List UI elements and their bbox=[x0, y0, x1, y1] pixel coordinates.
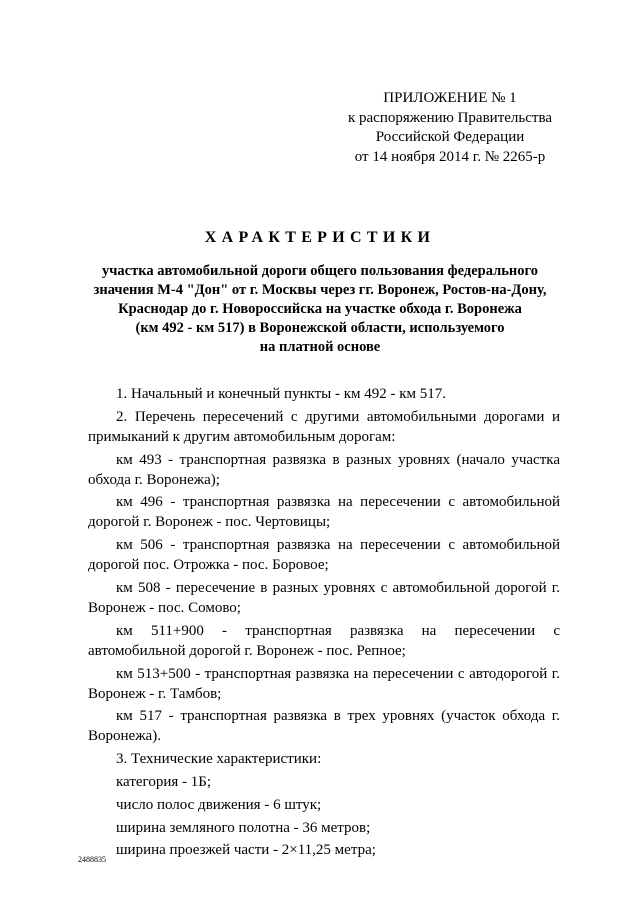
spec-lanes: число полос движения - 6 штук; bbox=[116, 796, 322, 813]
paragraph-start-end-points: 1. Начальный и конечный пункты - км 492 - км 517. bbox=[116, 386, 447, 402]
document-body bbox=[88, 384, 560, 860]
subtitle-line: на платной основе bbox=[259, 339, 381, 355]
subtitle-line: Краснодар до г. Новороссийска на участке обхода г. Воронежа bbox=[118, 301, 522, 317]
list-item-km-506: км 506 - транспортная развязка на пересечении с автомобильной дорогой пос. Отрожка - пос. Боровое; bbox=[88, 537, 560, 574]
paragraph-technical-specs: 3. Технические характеристики: bbox=[116, 751, 322, 768]
list-item-km-508: км 508 - пересечение в разных уровнях с автомобильной дорогой г. Воронеж - пос. Сомово; bbox=[88, 579, 560, 616]
subtitle-line: значения М-4 "Дон" от г. Москвы через гг. Воронеж, Ростов-на-Дону, bbox=[93, 282, 547, 298]
list-item-km-517: км 517 - транспортная развязка в трех уровнях (участок обхода г. Воронежа). bbox=[88, 708, 560, 745]
annex-date: от 14 ноября 2014 г. № 2265-р bbox=[354, 148, 546, 165]
subtitle-line: участка автомобильной дороги общего пользования федерального bbox=[101, 263, 538, 279]
list-item-km-496: км 496 - транспортная развязка на пересечении с автомобильной дорогой г. Воронеж - пос. Чертовицы; bbox=[88, 494, 560, 531]
spec-carriageway-width: ширина проезжей части - 2×11,25 метра; bbox=[116, 842, 376, 859]
annex-line: Российской Федерации bbox=[375, 129, 525, 145]
annex-title: ПРИЛОЖЕНИЕ № 1 bbox=[383, 90, 517, 106]
spec-category: категория - 1Б; bbox=[116, 773, 212, 790]
list-item-km-511: км 511+900 - транспортная развязка на пересечении с автомобильной дорогой г. Воронеж - пос. Репное; bbox=[88, 622, 560, 659]
document-heading: ХАРАКТЕРИСТИКИ bbox=[204, 229, 436, 246]
list-item-km-513: км 513+500 - транспортная развязка на пересечении с автодорогой г. Воронеж - г. Тамбов; bbox=[88, 665, 560, 702]
subtitle-line: (км 492 - км 517) в Воронежской области, используемого bbox=[135, 320, 505, 336]
annex-line: к распоряжению Правительства bbox=[347, 109, 552, 126]
list-item-km-493: км 493 - транспортная развязка в разных уровнях (начало участка обхода г. Воронежа); bbox=[88, 451, 560, 488]
annex-block bbox=[300, 89, 600, 167]
paragraph-intersections-list: 2. Перечень пересечений с другими автомобильными дорогами и примыканий к другим автомобильным дорогам: bbox=[88, 408, 560, 445]
document-subtitle bbox=[60, 262, 580, 357]
spec-roadbed-width: ширина земляного полотна - 36 метров; bbox=[116, 819, 371, 836]
footer-document-code: 2488835 bbox=[78, 855, 106, 864]
